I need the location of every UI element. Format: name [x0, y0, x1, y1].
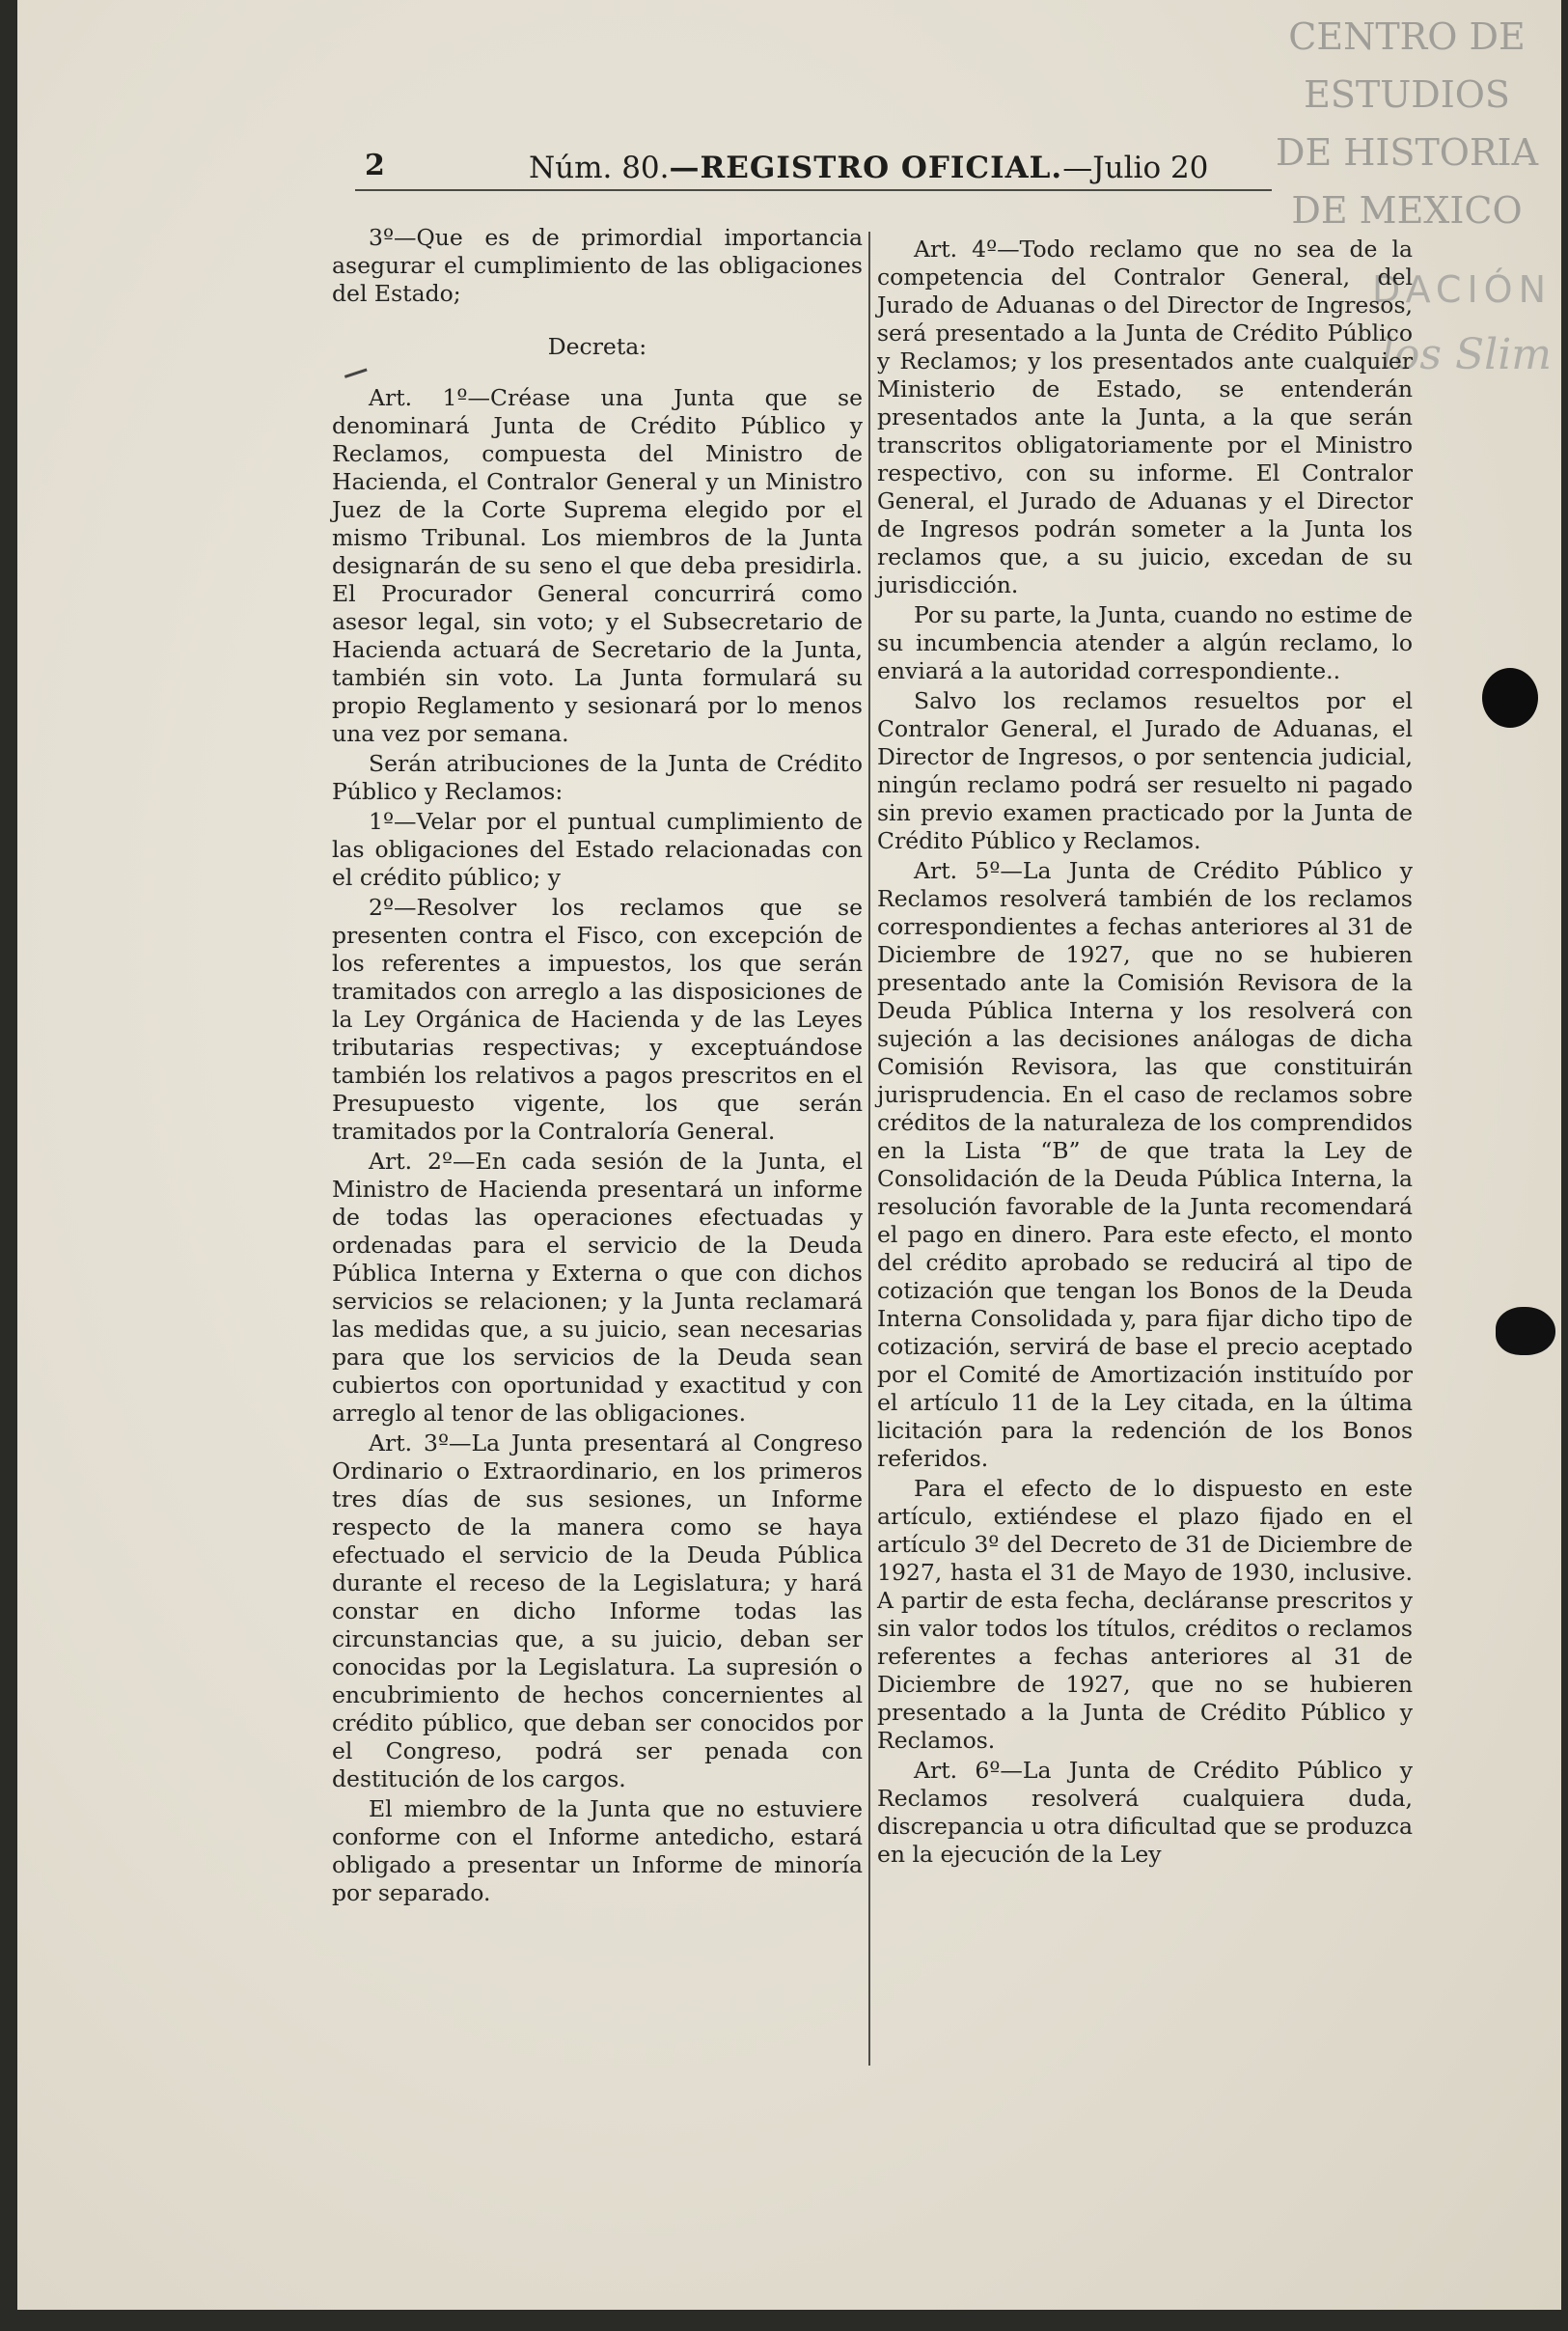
paragraph: El miembro de la Junta que no estuviere conforme con el Informe antedicho, estará obligado a presentar un Informe de minoría por separado.	[332, 1795, 863, 1906]
paragraph: Por su parte, la Junta, cuando no estime de su incumbencia atender a algún reclamo, lo enviará a la autoridad correspondiente..	[877, 601, 1413, 684]
paragraph: Serán atribuciones de la Junta de Crédito Público y Reclamos:	[332, 750, 863, 805]
paragraph: Art. 6º—La Junta de Crédito Público y Reclamos resolverá cualquiera duda, discrepancia u otra dificultad que se produzca en la ejecución de la Ley	[877, 1757, 1413, 1868]
page-header	[336, 147, 1272, 195]
publication-title	[529, 151, 1208, 185]
left-column	[332, 224, 863, 1909]
paragraph: Art. 3º—La Junta presentará al Congreso Ordinario o Extraordinario, en los primeros tres días de sus sesiones, un Informe respecto de la manera como se haya efectuado el servicio de la Deuda Pública durante el receso de la Legislatura; y hará constar en dicho Informe todas las circunstancias que, a su juicio, deban ser conocidas por la Legislatura. La supresión o encubrimiento de hechos concernientes al crédito público, que deban ser conocidos por el Congreso, podrá ser penada con destitución de los cargos.	[332, 1429, 863, 1792]
watermark-line: los Slim	[1380, 330, 1552, 379]
publication-date: —Julio 20	[1062, 151, 1209, 185]
paragraph: Art. 4º—Todo reclamo que no sea de la competencia del Contralor General, del Jurado de Aduanas o del Director de Ingresos, será presentado a la Junta de Crédito Público y Reclamos; y los presentados ante cualquier Ministerio de Estado, se entenderán presentados ante la Junta, a la que serán transcritos obligatoriamente por el Ministro respectivo, con su informe. El Contralor General, el Jurado de Aduanas y el Director de Ingresos podrán someter a la Junta los reclamos que, a su juicio, excedan de su jurisdicción.	[877, 236, 1413, 598]
document-page	[17, 0, 1561, 2310]
watermark-line: DE HISTORIA	[1275, 131, 1539, 174]
paragraph: Art. 5º—La Junta de Crédito Público y Reclamos resolverá también de los reclamos correspondientes a fechas anteriores al 31 de Diciembre de 1927, que no se hubieren presentado ante la Comisión Revisora de la Deuda Pública Interna y los resolverá con sujeción a las decisiones análogas de dicha Comisión Revisora, las que constituirán jurisprudencia. En el caso de reclamos sobre créditos de la naturaleza de los comprendidos en la Lista “B” de que trata la Ley de Consolidación de la Deuda Pública Interna, la resolución favorable de la Junta recomendará el pago en dinero. Para este efecto, el monto del crédito aprobado se reducirá al tipo de cotización que tengan los Bonos de la Deuda Interna Consolidada y, para fijar dicho tipo de cotización, servirá de base el precio aceptado por el Comité de Amortización instituído por el artículo 11 de la Ley citada, en la última licitación para la redención de los Bonos referidos.	[877, 857, 1413, 1472]
publication-name: —REGISTRO OFICIAL.	[669, 151, 1063, 185]
paragraph: Para el efecto de lo dispuesto en este artículo, extiéndese el plazo fijado en el artículo 3º del Decreto de 31 de Diciembre de 1927, hasta el 31 de Mayo de 1930, inclusive. A partir de esta fecha, decláranse prescritos y sin valor todos los títulos, créditos o reclamos referentes a fechas anteriores al 31 de Diciembre de 1927, que no se hubieren presentado a la Junta de Crédito Público y Reclamos.	[877, 1475, 1413, 1754]
paragraph: Art. 1º—Créase una Junta que se denominará Junta de Crédito Público y Reclamos, compuesta del Ministro de Hacienda, el Contralor General y un Ministro Juez de la Corte Suprema elegido por el mismo Tribunal. Los miembros de la Junta designarán de su seno el que deba presidirla. El Procurador General concurrirá como asesor legal, sin voto; y el Subsecretario de Hacienda actuará de Secretario de la Junta, también sin voto. La Junta formulará su propio Reglamento y sesionará por lo menos una vez por semana.	[332, 384, 863, 747]
right-column	[877, 236, 1413, 1871]
decree-heading: Decreta:	[547, 333, 647, 360]
column-divider	[868, 232, 870, 2066]
watermark-line: DE MEXICO	[1291, 189, 1523, 232]
paragraph: Art. 2º—En cada sesión de la Junta, el Ministro de Hacienda presentará un informe de todas las operaciones efectuadas y ordenadas para el servicio de la Deuda Pública Interna y Externa o que con dichos servicios se relacionen; y la Junta reclamará las medidas que, a su juicio, sean necesarias para que los servicios de la Deuda sean cubiertos con oportunidad y exactitud y con arreglo al tenor de las obligaciones.	[332, 1148, 863, 1427]
paragraph: 2º—Resolver los reclamos que se presenten contra el Fisco, con excepción de los referentes a impuestos, los que serán tramitados con arreglo a las disposiciones de la Ley Orgánica de Hacienda y de las Leyes tributarias respectivas; y exceptuándose también los relativos a pagos prescritos en el Presupuesto vigente, los que serán tramitados por la Contraloría General.	[332, 894, 863, 1145]
watermark-line: ESTUDIOS	[1304, 73, 1510, 116]
archive-watermark	[1262, 8, 1552, 379]
ink-blot	[1482, 668, 1538, 728]
issue-number: Núm. 80.	[529, 151, 670, 185]
paragraph: Salvo los reclamos resueltos por el Contralor General, el Jurado de Aduanas, el Director de Ingresos, o por sentencia judicial, ningún reclamo podrá ser resuelto ni pagado sin previo examen practicado por la Junta de Crédito Público y Reclamos.	[877, 687, 1413, 854]
paragraph: 1º—Velar por el puntual cumplimiento de las obligaciones del Estado relacionadas con el crédito público; y	[332, 808, 863, 891]
header-rule	[355, 189, 1272, 191]
ink-blot	[1496, 1307, 1555, 1355]
watermark-line: CENTRO DE	[1288, 15, 1526, 58]
page-number: 2	[365, 149, 385, 182]
watermark-line: DACIÓN	[1372, 268, 1552, 311]
paragraph: 3º—Que es de primordial importancia asegurar el cumplimiento de las obligaciones del Estado;	[332, 224, 863, 307]
